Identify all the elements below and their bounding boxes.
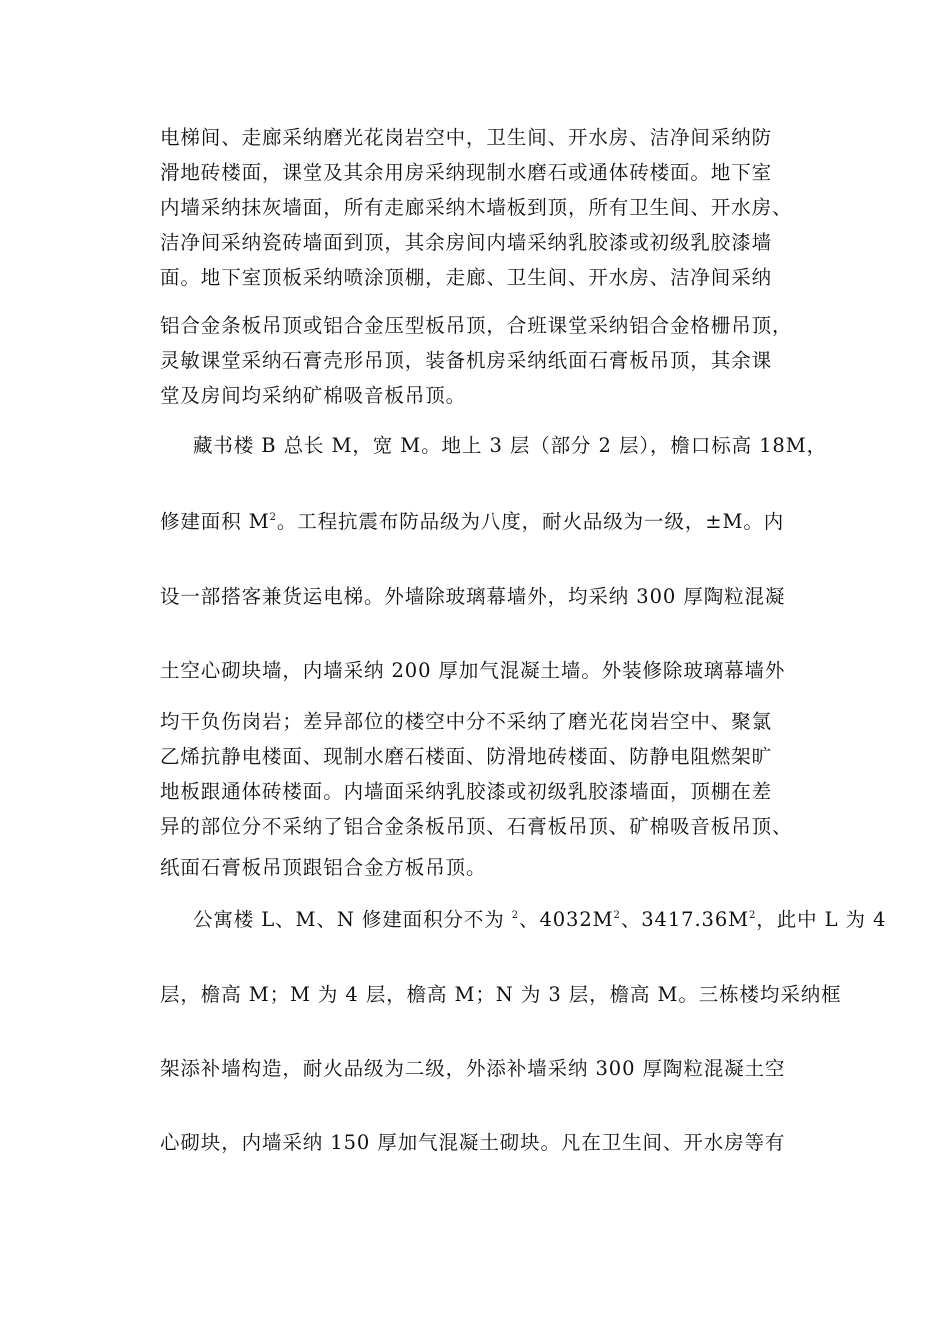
text-run: 公寓楼 L、M、N 修建面积分不为 xyxy=(193,908,512,931)
text-run: 、4032M xyxy=(519,908,614,931)
text-run: ，此中 L 为 4 xyxy=(756,908,887,931)
body-text-line: 均干负伤岗岩；差异部位的楼空中分不采纳了磨光花岗岩空中、聚氯 xyxy=(160,710,773,733)
body-text-line: 洁净间采纳瓷砖墙面到顶，其余房间内墙采纳乳胶漆或初级乳胶漆墙 xyxy=(160,231,773,254)
body-text-line: 藏书楼 B 总长 M，宽 M。地上 3 层（部分 2 层），檐口标高 18M， xyxy=(193,434,827,457)
superscript: 2 xyxy=(749,910,757,921)
body-text-line: 土空心砌块墙，内墙采纳 200 厚加气混凝土墙。外装修除玻璃幕墙外 xyxy=(160,659,786,682)
superscript: 2 xyxy=(511,910,520,921)
superscript: 2 xyxy=(269,512,277,523)
body-text-line: 设一部搭客兼货运电梯。外墙除玻璃幕墙外，均采纳 300 厚陶粒混凝 xyxy=(160,585,786,608)
body-text-line: 纸面石膏板吊顶跟铝合金方板吊顶。 xyxy=(160,856,487,879)
body-text-line: 异的部位分不采纳了铝合金条板吊顶、石膏板吊顶、矿棉吸音板吊顶、 xyxy=(160,815,793,838)
body-text-line: 内墙采纳抹灰墙面，所有走廊采纳木墙板到顶，所有卫生间、开水房、 xyxy=(160,196,793,219)
body-text-line: 电梯间、走廊采纳磨光花岗岩空中，卫生间、开水房、洁净间采纳防 xyxy=(160,126,773,149)
body-text-line: 架添补墙构造，耐火品级为二级，外添补墙采纳 300 厚陶粒混凝土空 xyxy=(160,1057,786,1080)
superscript: 2 xyxy=(613,910,621,921)
body-text-line: 灵敏课堂采纳石膏壳形吊顶，装备机房采纳纸面石膏板吊顶，其余课 xyxy=(160,349,773,372)
body-text-line: 地板跟通体砖楼面。内墙面采纳乳胶漆或初级乳胶漆墙面，顶棚在差 xyxy=(160,780,773,803)
body-text-line: 滑地砖楼面，课堂及其余用房采纳现制水磨石或通体砖楼面。地下室 xyxy=(160,161,773,184)
body-text-line: 铝合金条板吊顶或铝合金压型板吊顶，合班课堂采纳铝合金格栅吊顶， xyxy=(160,314,793,337)
body-text-line: 心砌块，内墙采纳 150 厚加气混凝土砌块。凡在卫生间、开水房等有 xyxy=(160,1131,786,1154)
body-text-line: 层，檐高 M；M 为 4 层，檐高 M；N 为 3 层，檐高 M。三栋楼均采纳框 xyxy=(160,983,842,1006)
body-text-line xyxy=(193,908,886,932)
body-text-line: 堂及房间均采纳矿棉吸音板吊顶。 xyxy=(160,384,467,407)
body-text-line xyxy=(160,510,784,534)
text-run: 。工程抗震布防品级为八度，耐火品级为一级，±M。内 xyxy=(276,510,785,533)
body-text-line: 面。地下室顶板采纳喷涂顶棚，走廊、卫生间、开水房、洁净间采纳 xyxy=(160,266,773,289)
text-run: 、3417.36M xyxy=(620,908,750,931)
body-text-line: 乙烯抗静电楼面、现制水磨石楼面、防滑地砖楼面、防静电阻燃架旷 xyxy=(160,745,773,768)
text-run: 修建面积 M xyxy=(160,510,270,533)
